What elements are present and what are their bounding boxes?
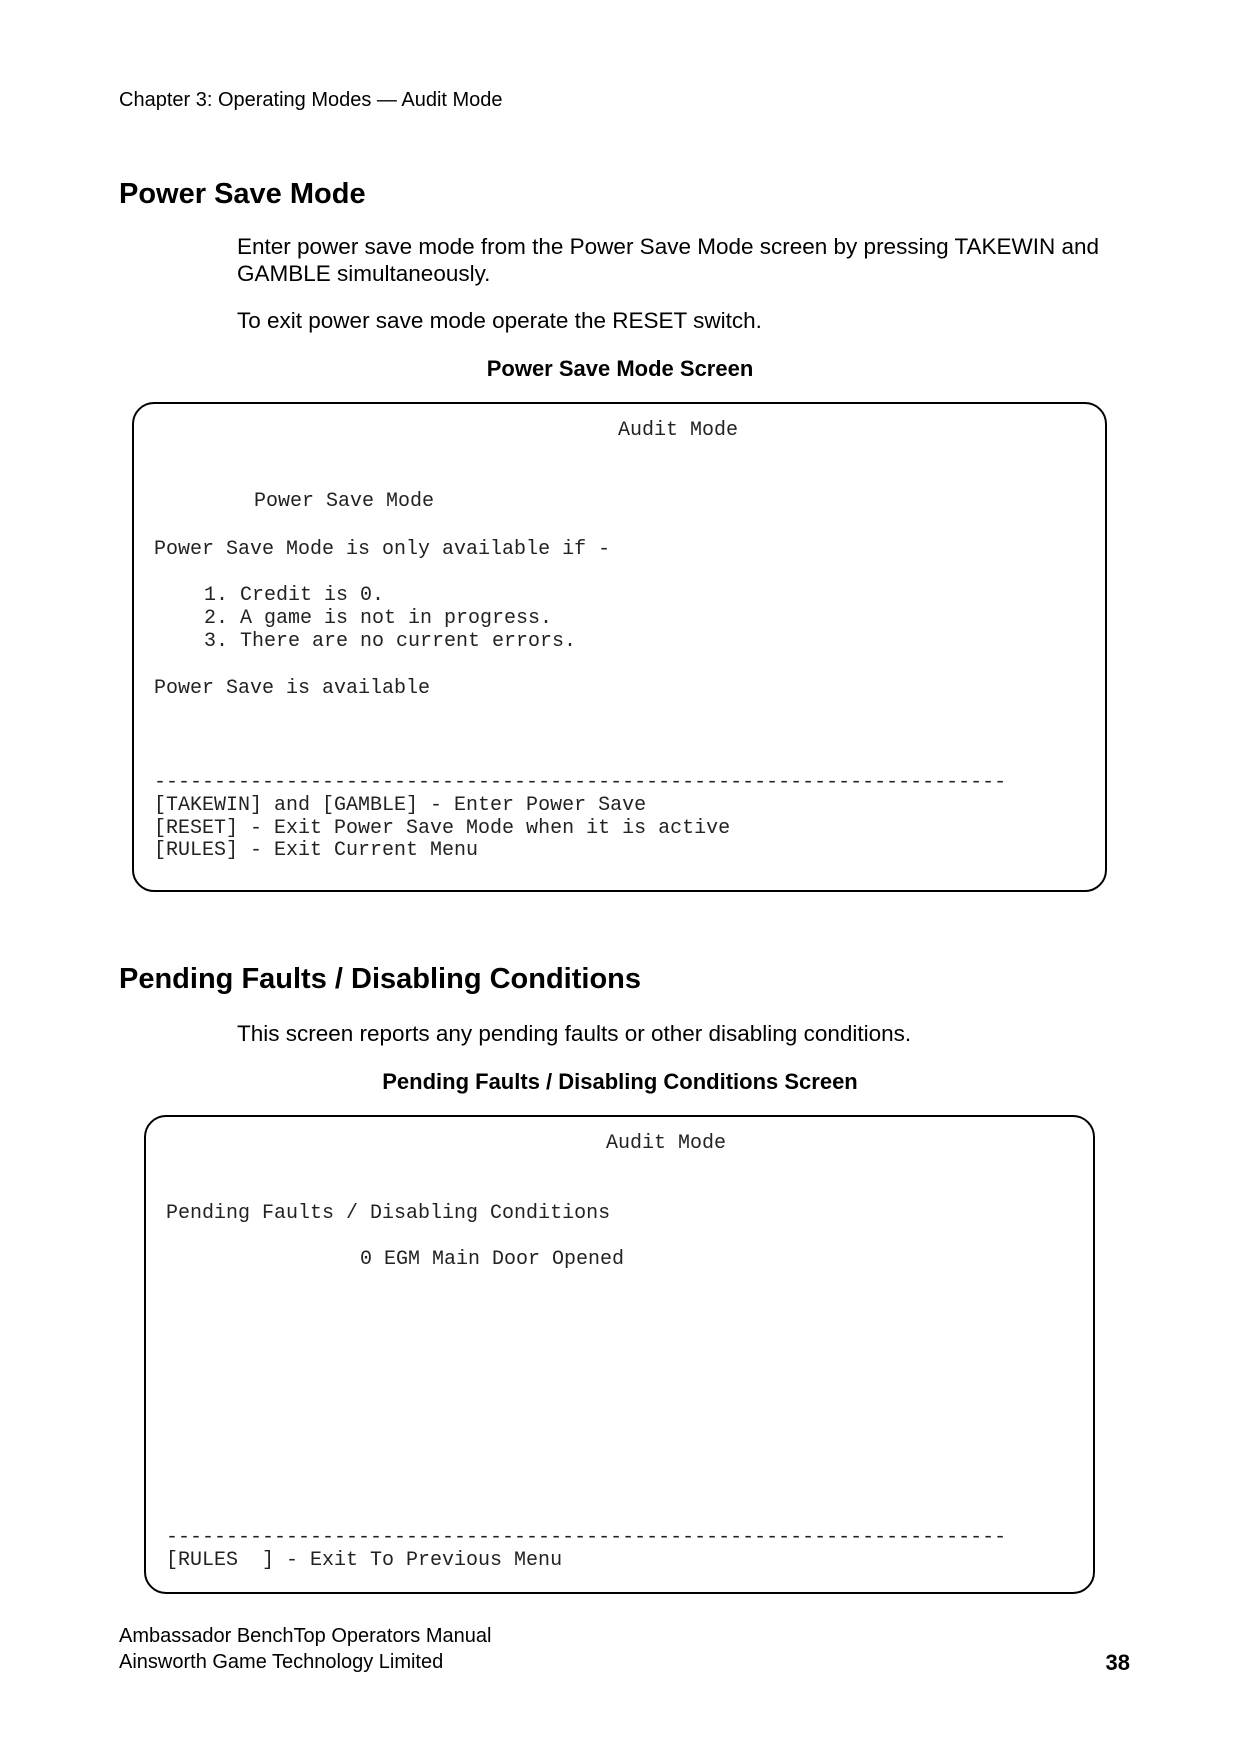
power-save-key-rules: [RULES] - Exit Current Menu xyxy=(154,839,479,862)
power-save-condition-3: 3. There are no current errors. xyxy=(204,630,577,653)
power-save-condition-1: 1. Credit is 0. xyxy=(204,584,385,607)
power-save-screen xyxy=(132,402,1107,892)
pending-faults-screen-caption: Pending Faults / Disabling Conditions Screen xyxy=(382,1069,858,1094)
pending-faults-screen-title: Audit Mode xyxy=(606,1132,727,1155)
power-save-paragraph-2: To exit power save mode operate the RESET switch. xyxy=(237,308,762,333)
pending-faults-key-rules: [RULES ] - Exit To Previous Menu xyxy=(166,1549,563,1572)
pending-faults-heading: Pending Faults / Disabling Conditions xyxy=(119,963,641,995)
power-save-paragraph-1 xyxy=(237,233,1147,287)
power-save-heading: Power Save Mode xyxy=(119,178,366,210)
power-save-key-reset: [RESET] - Exit Power Save Mode when it is active xyxy=(154,817,731,840)
pending-faults-paragraph: This screen reports any pending faults or other disabling conditions. xyxy=(237,1021,912,1046)
footer-company: Ainsworth Game Technology Limited xyxy=(119,1651,444,1673)
pending-faults-screen xyxy=(144,1115,1095,1594)
running-head: Chapter 3: Operating Modes — Audit Mode xyxy=(119,89,503,111)
power-save-paragraph-1-line-1: Enter power save mode from the Power Save Mode screen by pressing TAKEWIN and xyxy=(237,234,1100,259)
power-save-paragraph-1-line-2: GAMBLE simultaneously. xyxy=(237,261,491,286)
power-save-screen-title: Audit Mode xyxy=(618,419,739,442)
pending-faults-screen-subtitle: Pending Faults / Disabling Conditions xyxy=(166,1202,611,1225)
power-save-key-takewin-gamble: [TAKEWIN] and [GAMBLE] - Enter Power Save xyxy=(154,794,647,817)
power-save-divider: ----------------------------------------------------------------------- xyxy=(154,771,1007,794)
power-save-condition-2: 2. A game is not in progress. xyxy=(204,607,553,630)
page-number: 38 xyxy=(1105,1650,1130,1675)
power-save-availability-intro: Power Save Mode is only available if - xyxy=(154,538,611,561)
pending-faults-divider: ---------------------------------------------------------------------- xyxy=(166,1526,1007,1549)
power-save-screen-subtitle: Power Save Mode xyxy=(254,490,435,513)
footer-manual-title: Ambassador BenchTop Operators Manual xyxy=(119,1625,492,1647)
pending-fault-entry: 0 EGM Main Door Opened xyxy=(360,1248,625,1271)
power-save-screen-caption: Power Save Mode Screen xyxy=(486,356,754,381)
power-save-status: Power Save is available xyxy=(154,677,431,700)
